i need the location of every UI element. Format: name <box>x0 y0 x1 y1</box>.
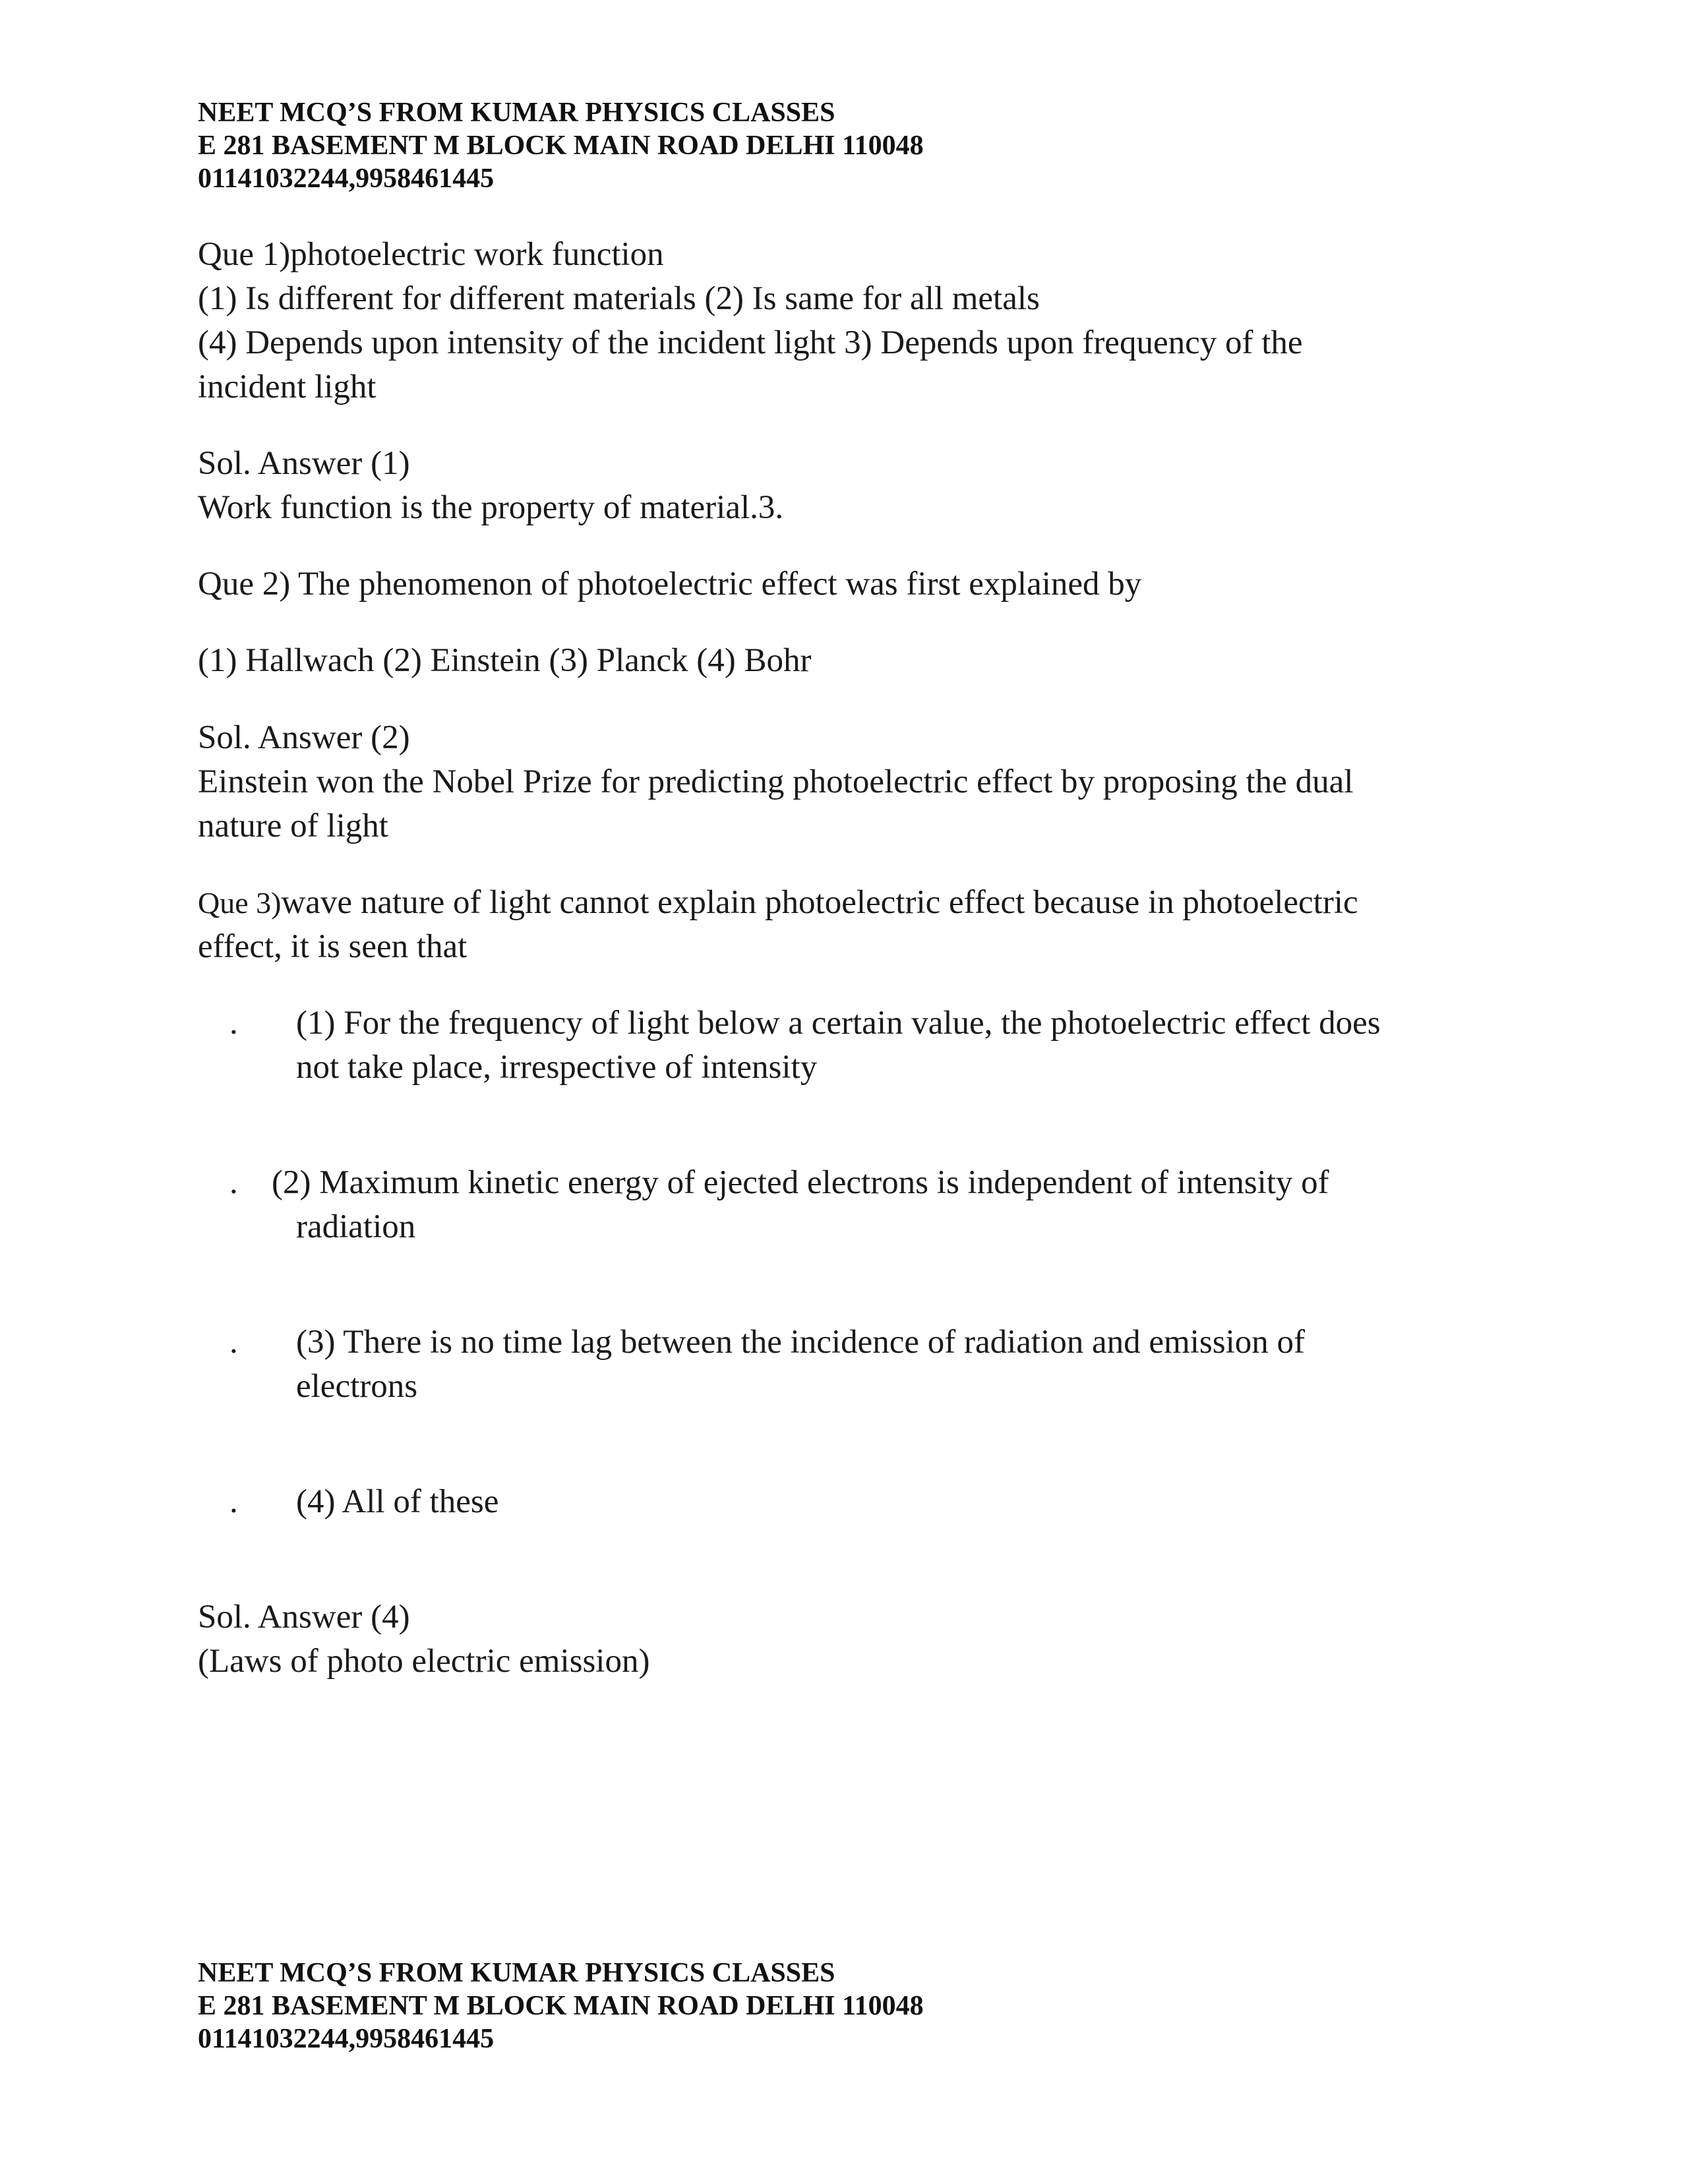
option-bullet: . <box>229 1164 238 1201</box>
question-3-option-3-line-2: electrons <box>296 1368 418 1405</box>
option-bullet: . <box>229 1483 238 1520</box>
question-1-explanation: Work function is the property of material.3. <box>198 489 784 526</box>
question-3-option-4: (4) All of these <box>296 1483 499 1520</box>
question-1-options-line-1: (1) Is different for different materials (2) Is same for all metals <box>198 280 1040 317</box>
question-3-option-1-line-1: (1) For the frequency of light below a certain value, the photoelectric effect does <box>296 1005 1381 1042</box>
header-title: NEET MCQ’S FROM KUMAR PHYSICS CLASSES <box>198 98 835 128</box>
question-3-prefix: Que 3) <box>198 886 282 920</box>
question-2-explanation-line-2: nature of light <box>198 808 388 844</box>
footer-title: NEET MCQ’S FROM KUMAR PHYSICS CLASSES <box>198 1958 835 1988</box>
question-1-options-line-3: incident light <box>198 369 377 405</box>
question-2-explanation-line-1: Einstein won the Nobel Prize for predicting photoelectric effect by proposing the dual <box>198 763 1354 800</box>
question-3-option-1-line-2: not take place, irrespective of intensity <box>296 1049 818 1086</box>
footer-phone: 01141032244,9958461445 <box>198 2024 495 2054</box>
header-address: E 281 BASEMENT M BLOCK MAIN ROAD DELHI 110048 <box>198 131 924 161</box>
question-3-option-2-line-1: (2) Maximum kinetic energy of ejected electrons is independent of intensity of <box>272 1164 1329 1201</box>
question-1-options-line-2: (4) Depends upon intensity of the incident light 3) Depends upon frequency of the <box>198 324 1303 361</box>
header-phone: 01141032244,9958461445 <box>198 163 495 194</box>
question-2-options: (1) Hallwach (2) Einstein (3) Planck (4) Bohr <box>198 642 812 679</box>
question-3-text-line-1 <box>198 881 1358 925</box>
question-3-answer: Sol. Answer (4) <box>198 1599 410 1636</box>
question-3-option-3-line-1: (3) There is no time lag between the incidence of radiation and emission of <box>296 1324 1305 1361</box>
question-3-option-2-line-2: radiation <box>296 1208 416 1245</box>
question-2-text: Que 2) The phenomenon of photoelectric effect was first explained by <box>198 566 1142 603</box>
question-3-body: wave nature of light cannot explain photoelectric effect because in photoelectric <box>281 884 1358 921</box>
question-3-text-line-2: effect, it is seen that <box>198 928 467 965</box>
question-2-answer: Sol. Answer (2) <box>198 719 410 756</box>
option-bullet: . <box>229 1324 238 1361</box>
footer-address: E 281 BASEMENT M BLOCK MAIN ROAD DELHI 110048 <box>198 1991 924 2021</box>
question-3-explanation: (Laws of photo electric emission) <box>198 1643 650 1680</box>
question-1-answer: Sol. Answer (1) <box>198 445 410 482</box>
question-1-text: Que 1)photoelectric work function <box>198 236 664 273</box>
option-bullet: . <box>229 1005 238 1042</box>
